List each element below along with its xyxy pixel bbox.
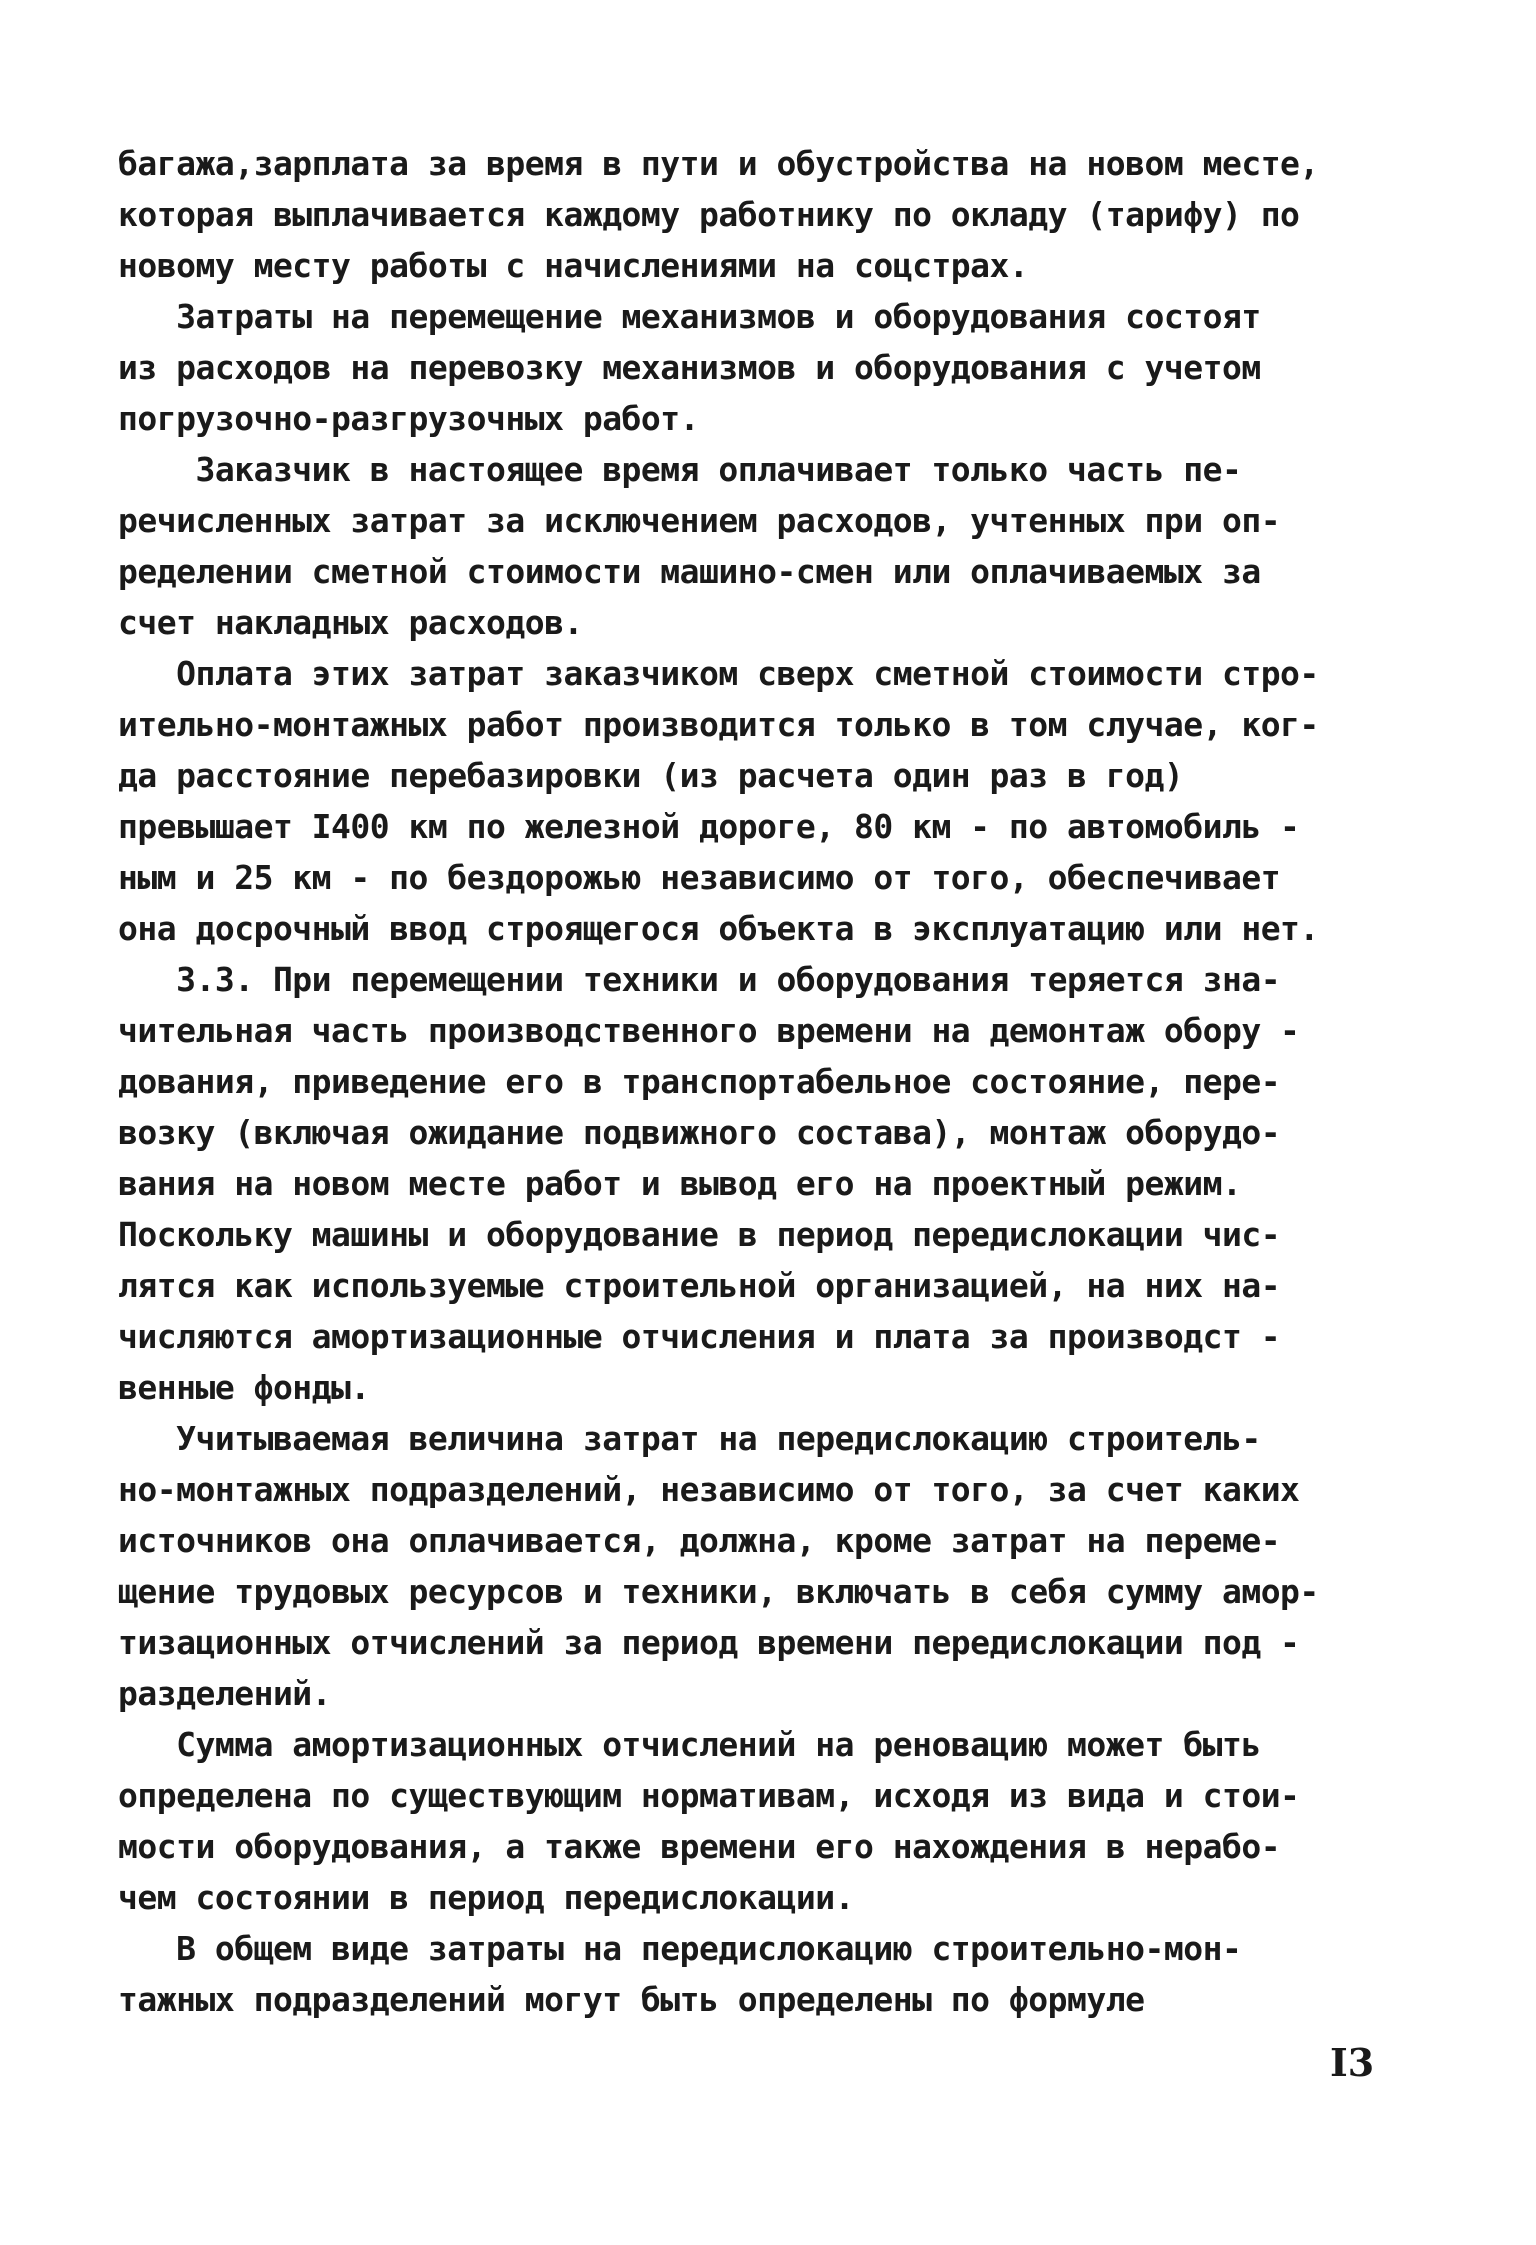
text-line: речисленных затрат за исключением расходов, учтенных при оп-: [118, 501, 1281, 540]
text-line: из расходов на перевозку механизмов и оборудования с учетом: [118, 348, 1261, 387]
text-line: разделений.: [118, 1674, 332, 1713]
text-line: венные фонды.: [118, 1368, 370, 1407]
text-line: Оплата этих затрат заказчиком сверх сметной стоимости стро-: [118, 654, 1319, 693]
text-line: она досрочный ввод строящегося объекта в эксплуатацию или нет.: [118, 909, 1319, 948]
text-line: вания на новом месте работ и вывод его на проектный режим.: [118, 1164, 1242, 1203]
text-line: погрузочно-разгрузочных работ.: [118, 399, 700, 438]
text-line: чем состоянии в период передислокации.: [118, 1878, 854, 1917]
text-line: дования, приведение его в транспортабельное состояние, пере-: [118, 1062, 1281, 1101]
text-line: В общем виде затраты на передислокацию строительно-мон-: [118, 1929, 1242, 1968]
text-line: Поскольку машины и оборудование в период передислокации чис-: [118, 1215, 1281, 1254]
text-line: счет накладных расходов.: [118, 603, 583, 642]
body-text: [118, 138, 1418, 2025]
text-line: превышает I400 км по железной дороге, 80 км - по автомобиль -: [118, 807, 1300, 846]
text-line: тажных подразделений могут быть определены по формуле: [118, 1980, 1145, 2019]
text-line: ределении сметной стоимости машино-смен или оплачиваемых за: [118, 552, 1261, 591]
text-line: 3.3. При перемещении техники и оборудования теряется зна-: [118, 960, 1281, 999]
text-line: да расстояние перебазировки (из расчета один раз в год): [118, 756, 1184, 795]
text-line: числяются амортизационные отчисления и плата за производст -: [118, 1317, 1281, 1356]
text-line: определена по существующим нормативам, исходя из вида и стои-: [118, 1776, 1300, 1815]
text-line: лятся как используемые строительной организацией, на них на-: [118, 1266, 1281, 1305]
page-number: I3: [1330, 2040, 1375, 2085]
text-line: новому месту работы с начислениями на соцстрах.: [118, 246, 1029, 285]
text-line: щение трудовых ресурсов и техники, включать в себя сумму амор-: [118, 1572, 1319, 1611]
text-line: тизационных отчислений за период времени передислокации под -: [118, 1623, 1300, 1662]
text-line: Учитываемая величина затрат на передислокацию строитель-: [118, 1419, 1261, 1458]
text-line: Заказчик в настоящее время оплачивает только часть пе-: [118, 450, 1242, 489]
text-line: которая выплачивается каждому работнику по окладу (тарифу) по: [118, 195, 1300, 234]
text-line: мости оборудования, а также времени его нахождения в нерабо-: [118, 1827, 1281, 1866]
text-line: возку (включая ожидание подвижного состава), монтаж оборудо-: [118, 1113, 1281, 1152]
text-line: чительная часть производственного времени на демонтаж обору -: [118, 1011, 1300, 1050]
text-line: багажа,зарплата за время в пути и обустройства на новом месте,: [118, 144, 1319, 183]
text-line: Затраты на перемещение механизмов и оборудования состоят: [118, 297, 1261, 336]
text-line: но-монтажных подразделений, независимо от того, за счет каких: [118, 1470, 1300, 1509]
text-line: Сумма амортизационных отчислений на реновацию может быть: [118, 1725, 1261, 1764]
text-line: источников она оплачивается, должна, кроме затрат на переме-: [118, 1521, 1281, 1560]
text-line: ным и 25 км - по бездорожью независимо от того, обеспечивает: [118, 858, 1281, 897]
text-line: ительно-монтажных работ производится только в том случае, ког-: [118, 705, 1319, 744]
